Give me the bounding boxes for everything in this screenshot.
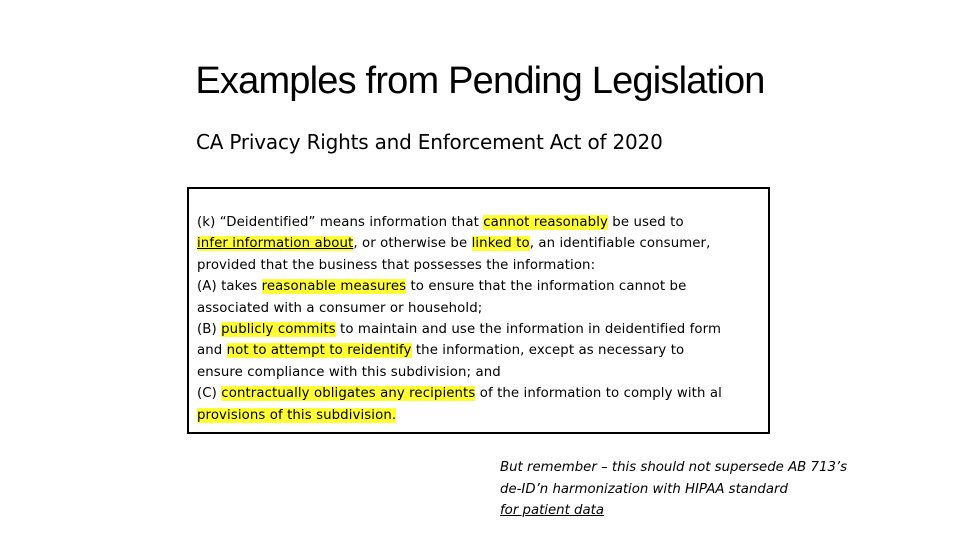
quote-line xyxy=(197,362,768,383)
note-line: de-ID’n harmonization with HIPAA standard xyxy=(500,481,788,497)
highlighted-text: publicly commits xyxy=(221,322,336,338)
highlighted-text: reasonable measures xyxy=(261,279,407,295)
quote-text-segment: (k) “Deidentified” means information that xyxy=(197,215,484,230)
quote-text-segment: associated with a consumer or household; xyxy=(197,300,483,316)
quote-text-segment: to maintain and use the information in deidentified form xyxy=(335,322,722,338)
quote-text-segment: , an identifiable consumer, xyxy=(529,236,711,252)
quote-text-segment: of the information to comply with al xyxy=(475,386,722,402)
quote-text-segment: (A) takes xyxy=(197,279,262,295)
quote-line xyxy=(197,233,768,254)
highlighted-text: infer information about xyxy=(197,236,354,252)
quote-text-segment: to ensure that the information cannot be xyxy=(406,279,687,295)
highlighted-text: provisions of this subdivision. xyxy=(197,407,397,423)
quote-line xyxy=(197,383,768,404)
quote-text xyxy=(197,212,768,426)
quote-line xyxy=(197,298,768,319)
quote-text-segment: provided that the business that possesses the information: xyxy=(197,257,596,273)
highlighted-text: not to attempt to reidentify xyxy=(226,343,412,359)
note-text xyxy=(500,457,847,522)
quote-text-segment: (B) xyxy=(197,322,222,338)
quote-line xyxy=(197,340,768,361)
quote-line xyxy=(197,212,768,233)
quote-text-segment: the information, except as necessary to xyxy=(411,343,685,359)
quote-line xyxy=(197,405,768,426)
note-line-underlined: for patient data xyxy=(500,503,605,518)
highlighted-text: cannot reasonably xyxy=(483,215,608,230)
quote-text-segment: ensure compliance with this subdivision; and xyxy=(197,364,501,380)
slide-title: Examples from Pending Legislation xyxy=(195,60,765,102)
quote-text-segment: be used to xyxy=(607,215,684,230)
quote-line xyxy=(197,319,768,340)
slide-subtitle: CA Privacy Rights and Enforcement Act of 2020 xyxy=(196,130,663,154)
quote-line xyxy=(197,276,768,297)
quote-text-segment: , or otherwise be xyxy=(353,236,472,252)
highlighted-text: contractually obligates any recipients xyxy=(221,386,476,402)
quote-text-segment: and xyxy=(197,343,227,359)
legislation-quote-box xyxy=(187,187,770,434)
quote-line xyxy=(197,255,768,276)
note-line: But remember – this should not supersede AB 713’s xyxy=(500,460,848,475)
highlighted-text: linked to xyxy=(471,236,530,252)
quote-text-segment: (C) xyxy=(197,386,222,402)
